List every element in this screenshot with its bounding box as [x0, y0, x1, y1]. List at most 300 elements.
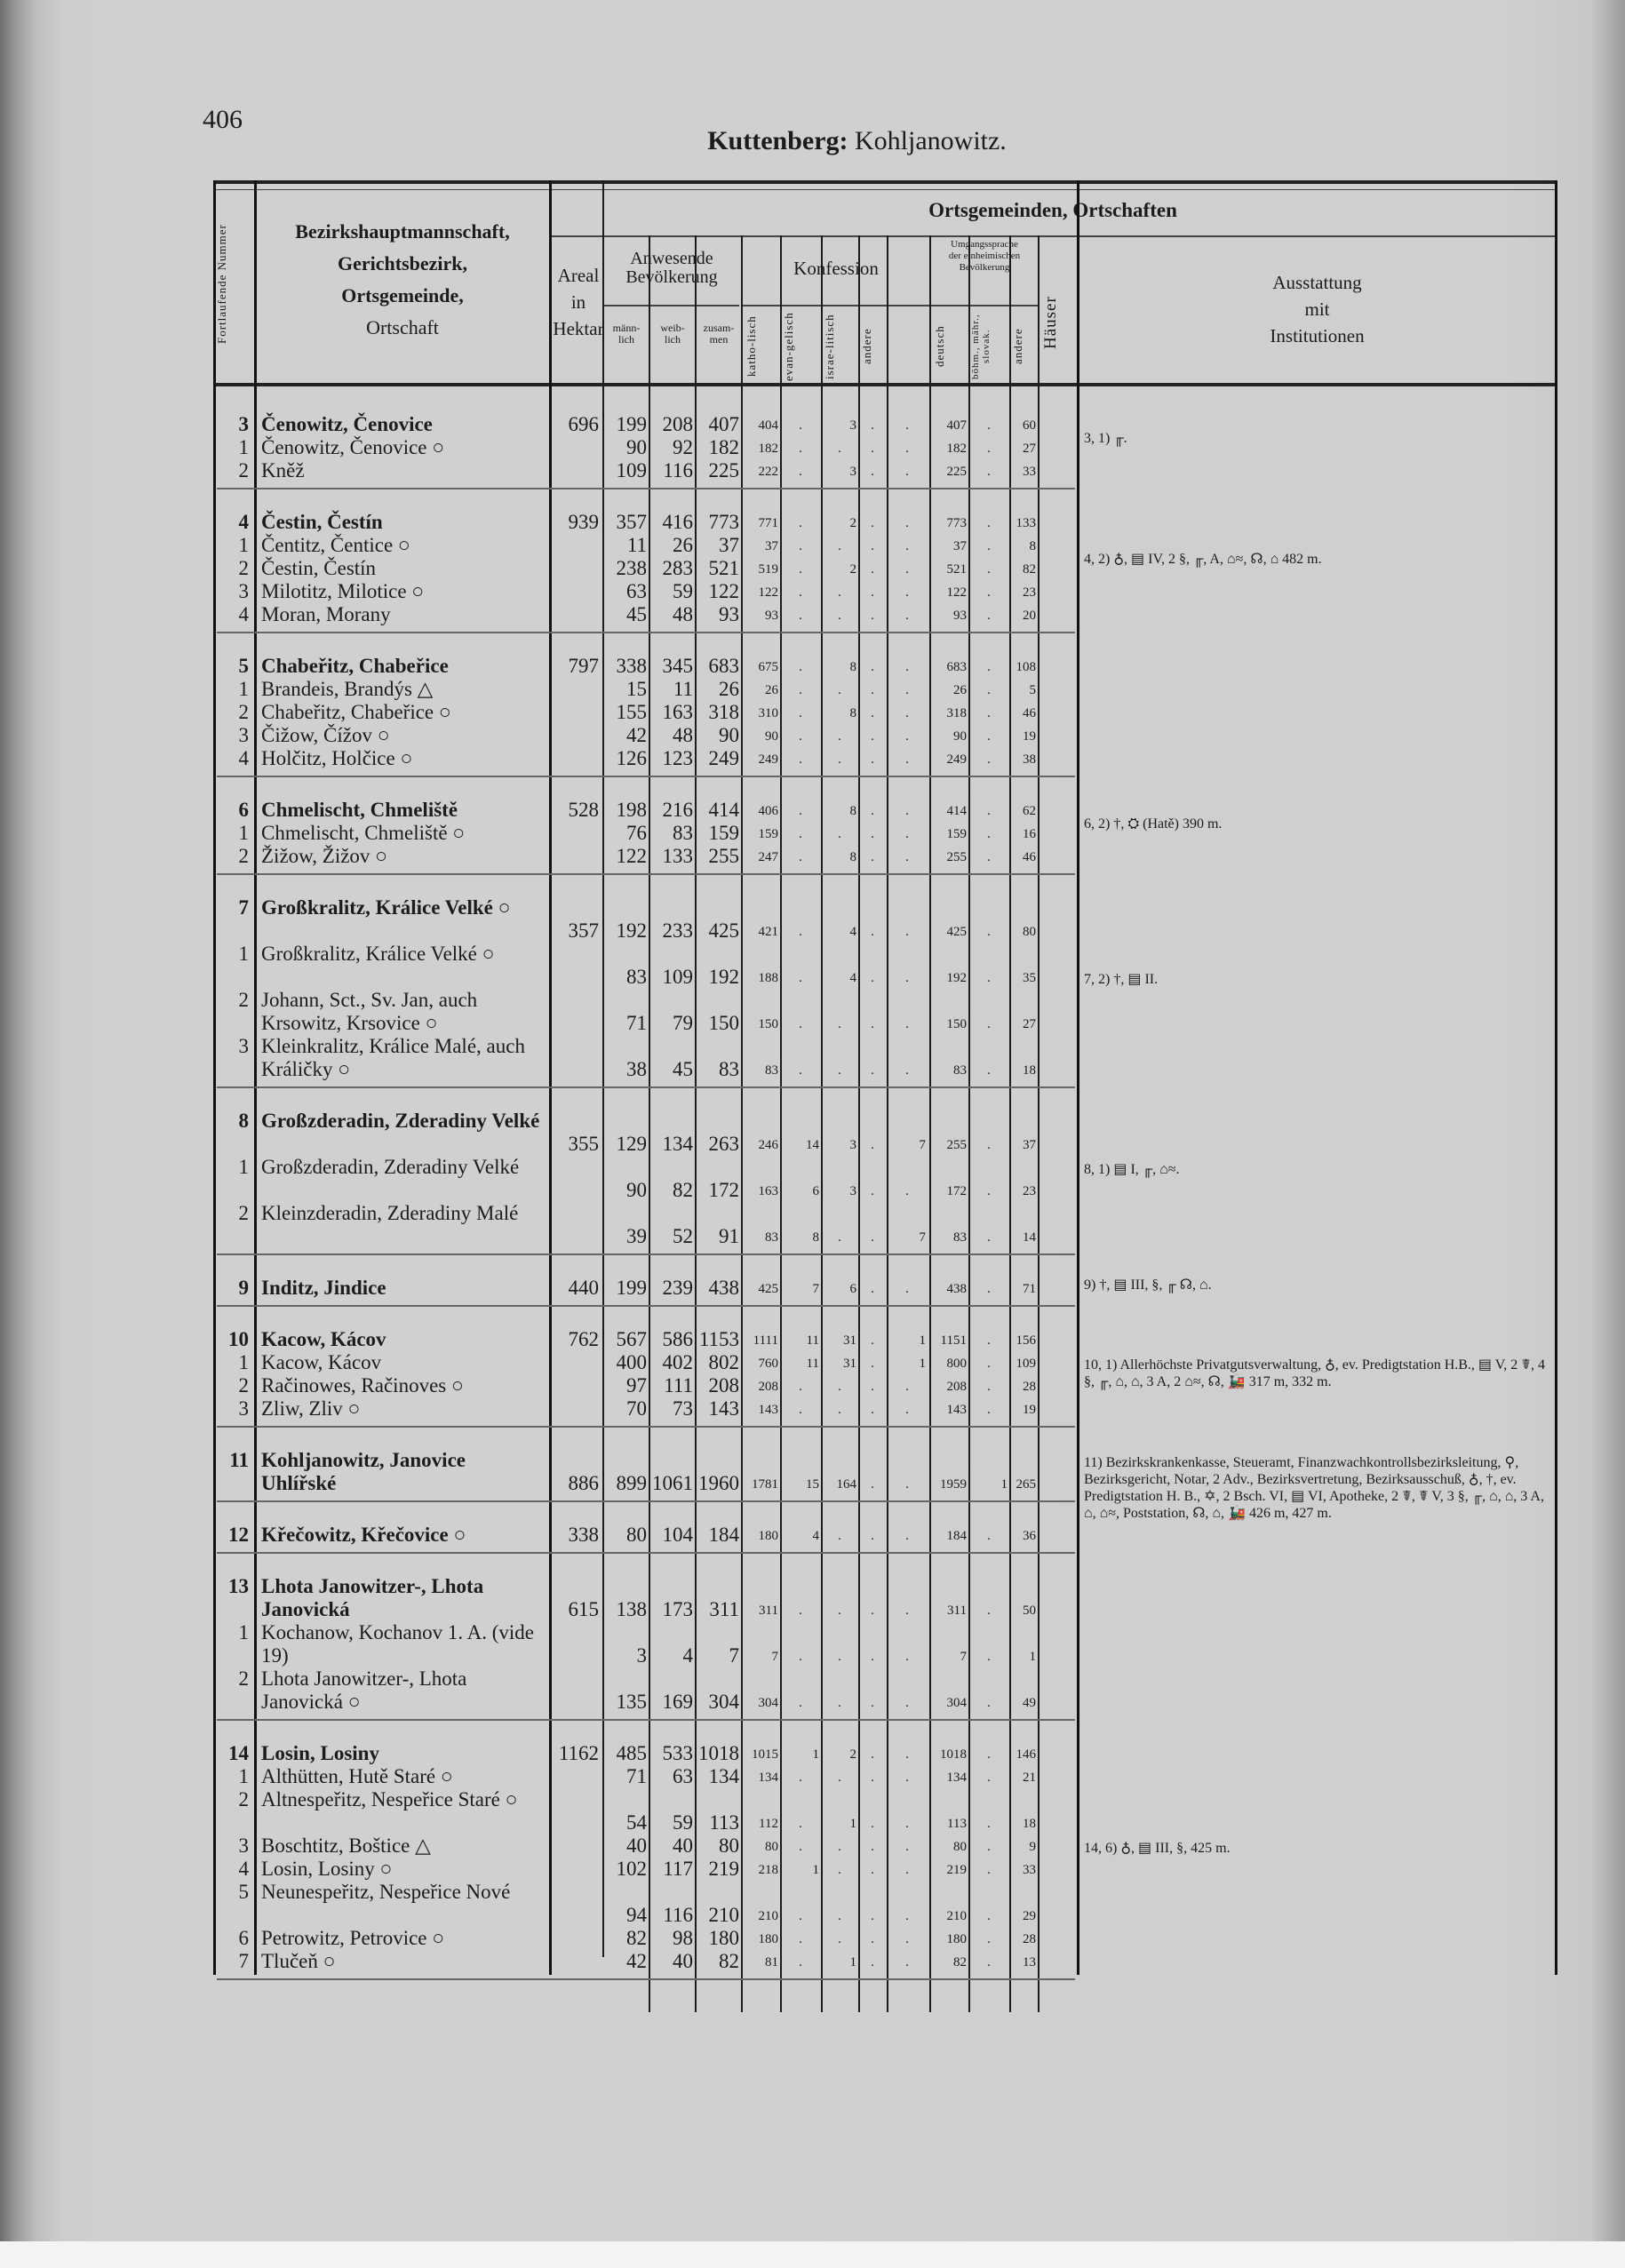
cell-so: . [987, 804, 991, 818]
cell-w: 1061 [652, 1472, 693, 1494]
cell-ev: . [799, 706, 802, 720]
section-rule [217, 1500, 1075, 1502]
header-boehmisch: böhm., mähr., slovak. [970, 314, 992, 379]
cell-h: 9 [1029, 1840, 1036, 1854]
cell-and: . [871, 1909, 874, 1923]
cell-so: . [987, 925, 991, 939]
cell-m: 71 [626, 1765, 647, 1787]
cell-and: . [871, 827, 874, 841]
header-sprache-line: Bevölkerung [959, 262, 1010, 273]
cell-and: . [871, 442, 874, 456]
cell-m: 80 [626, 1524, 647, 1546]
running-title-district: Kuttenberg: [707, 126, 848, 155]
group-header-row [213, 1575, 1555, 1621]
cell-h: 18 [1023, 1063, 1036, 1078]
cell-so: . [987, 1932, 991, 1946]
cell-ev: 4 [812, 1529, 819, 1543]
cell-z: 26 [719, 678, 739, 700]
column-rule [1555, 180, 1557, 1975]
cell-kath: 81 [765, 1955, 778, 1970]
cell-m: 83 [626, 966, 647, 988]
table-row [213, 1035, 1555, 1081]
cell-name: Altnespeřitz, Nespeřice Staré ○ [261, 1788, 518, 1810]
cell-so: . [987, 729, 991, 744]
cell-m: 82 [626, 1927, 647, 1949]
cell-so: . [987, 1909, 991, 1923]
cell-nr: 2 [238, 1667, 249, 1690]
cell-and: . [871, 971, 874, 985]
cell-isr: . [838, 1063, 841, 1078]
cell-h: 19 [1023, 1403, 1036, 1417]
cell-kath: 122 [758, 585, 778, 600]
cell-de: . [905, 516, 909, 530]
cell-ev: . [799, 1932, 802, 1946]
cell-z: 219 [708, 1858, 739, 1880]
cell-isr: 8 [849, 706, 856, 720]
cell-m: 97 [626, 1374, 647, 1397]
cell-w: 416 [662, 511, 693, 533]
cell-isr: . [838, 1932, 841, 1946]
cell-and: . [871, 418, 874, 433]
cell-w: 233 [662, 919, 693, 942]
header-group-ortsgemeinden: Ortsgemeinden, Ortschaften [928, 199, 1177, 221]
cell-h: 109 [1016, 1357, 1036, 1371]
cell-cz: 311 [947, 1604, 967, 1618]
header-name-line: Ortschaft [366, 316, 439, 338]
cell-nr: 6 [238, 1927, 249, 1949]
cell-and: . [871, 1817, 874, 1831]
cell-w: 83 [673, 822, 693, 844]
cell-name: Kněž [261, 459, 305, 481]
group-header-row [213, 1524, 1555, 1547]
cell-areal: 1162 [558, 1742, 599, 1764]
cell-m: 129 [616, 1133, 647, 1155]
cell-cz: 225 [946, 465, 967, 479]
cell-de: 7 [919, 1230, 926, 1245]
cell-cz: 37 [953, 539, 967, 553]
cell-nr: 2 [238, 1374, 249, 1397]
cell-nr: 3 [238, 724, 249, 746]
cell-and: . [871, 1747, 874, 1762]
cell-kath: 421 [758, 925, 778, 939]
cell-so: . [987, 585, 991, 600]
institutions-note: 9) †, ▤ III, §, ╓ ☊, ⌂. [1084, 1277, 1212, 1293]
cell-z: 263 [708, 1133, 739, 1155]
cell-m: 38 [626, 1058, 647, 1080]
cell-name: Kacow, Kácov [261, 1351, 382, 1373]
cell-nr: 4 [238, 603, 249, 625]
cell-ev: . [799, 827, 802, 841]
cell-w: 586 [662, 1328, 693, 1350]
cell-isr: 8 [849, 660, 856, 674]
cell-cz: 90 [953, 729, 967, 744]
cell-ev: 7 [812, 1282, 819, 1296]
cell-ev: 6 [812, 1184, 819, 1198]
cell-isr: 3 [849, 1138, 856, 1152]
cell-cz: 192 [946, 971, 967, 985]
cell-and: . [871, 1955, 874, 1970]
cell-name: Johann, Sct., Sv. Jan, auch Krsowitz, Krsovice ○ [261, 989, 478, 1034]
cell-so: . [987, 1403, 991, 1417]
cell-and: . [871, 850, 874, 864]
cell-nr: 6 [238, 799, 249, 821]
cell-z: 304 [708, 1691, 739, 1713]
cell-kath: 143 [758, 1403, 778, 1417]
cell-ev: 11 [806, 1357, 819, 1371]
cell-nr: 7 [238, 1950, 249, 1972]
cell-w: 45 [673, 1058, 693, 1080]
cell-z: 91 [719, 1225, 739, 1247]
cell-kath: 159 [758, 827, 778, 841]
cell-m: 199 [616, 1277, 647, 1299]
cell-de: . [905, 562, 909, 577]
cell-isr: 6 [849, 1282, 856, 1296]
cell-h: 49 [1023, 1696, 1036, 1710]
cell-nr: 2 [238, 557, 249, 579]
header-name-column [256, 216, 549, 344]
cell-nr: 1 [238, 1156, 249, 1178]
cell-h: 1 [1029, 1650, 1036, 1664]
cell-name: Čestin, Čestín [261, 557, 377, 579]
cell-z: 172 [708, 1179, 739, 1201]
cell-ev: . [799, 752, 802, 767]
cell-h: 8 [1029, 539, 1036, 553]
cell-and: . [871, 729, 874, 744]
cell-and: . [871, 706, 874, 720]
table-row [213, 701, 1555, 724]
header-w-line: weib- [660, 322, 685, 334]
cell-de: . [905, 1017, 909, 1031]
cell-h: 71 [1023, 1282, 1036, 1296]
cell-kath: 404 [758, 418, 778, 433]
cell-ev: . [799, 925, 802, 939]
cell-and: . [871, 1696, 874, 1710]
cell-w: 173 [662, 1598, 693, 1620]
cell-w: 133 [662, 845, 693, 867]
cell-ev: 11 [806, 1333, 819, 1348]
header-deutsch: deutsch [933, 325, 946, 368]
cell-and: . [871, 1771, 874, 1785]
header-israelitisch: israe-litisch [823, 314, 836, 379]
table-row [213, 1667, 1555, 1714]
cell-w: 533 [662, 1742, 693, 1764]
cell-m: 199 [616, 413, 647, 435]
header-katholisch: katho-lisch [745, 315, 758, 378]
cell-h: 23 [1023, 585, 1036, 600]
cell-ev: . [799, 804, 802, 818]
cell-name: Großkralitz, Králice Velké ○ [261, 943, 495, 965]
cell-de: . [905, 1771, 909, 1785]
cell-isr: . [838, 1863, 841, 1877]
cell-so: 1 [1000, 1477, 1008, 1492]
cell-isr: 4 [849, 925, 856, 939]
cell-nr: 1 [238, 436, 249, 458]
cell-areal: 939 [568, 511, 599, 533]
cell-kath: 83 [765, 1230, 778, 1245]
cell-cz: 318 [946, 706, 967, 720]
cell-de: . [905, 418, 909, 433]
cell-z: 1153 [698, 1328, 739, 1350]
cell-cz: 800 [946, 1357, 967, 1371]
cell-name: Moran, Morany [261, 603, 391, 625]
cell-nr: 10 [228, 1328, 249, 1350]
cell-and: . [871, 1840, 874, 1854]
table-row [213, 845, 1555, 868]
header-m-line: männ- [612, 322, 641, 334]
section-rule [217, 873, 1075, 875]
cell-de: . [905, 971, 909, 985]
header-konfession: Konfession [793, 258, 879, 279]
cell-ev: . [799, 1403, 802, 1417]
cell-cz: 80 [953, 1840, 967, 1854]
table-row [213, 678, 1555, 701]
header-sprache-line: der einheimischen [948, 251, 1021, 261]
cell-kath: 304 [758, 1696, 778, 1710]
cell-kath: 182 [758, 442, 778, 456]
section-rule [217, 1426, 1075, 1428]
cell-isr: . [838, 1840, 841, 1854]
section-rule [217, 1719, 1075, 1721]
section-rule [217, 488, 1075, 489]
cell-kath: 218 [758, 1863, 778, 1877]
cell-m: 485 [616, 1742, 647, 1764]
cell-kath: 7 [771, 1650, 778, 1664]
cell-h: 23 [1023, 1184, 1036, 1198]
cell-cz: 255 [946, 1138, 967, 1152]
cell-ev: . [799, 660, 802, 674]
table-row [213, 1765, 1555, 1788]
table-row [213, 603, 1555, 626]
cell-w: 40 [673, 1834, 693, 1857]
cell-isr: . [838, 585, 841, 600]
cell-cz: 184 [946, 1529, 967, 1543]
cell-so: . [987, 1282, 991, 1296]
cell-name: Tlučeň ○ [261, 1950, 336, 1972]
cell-w: 116 [663, 459, 693, 481]
cell-isr: . [838, 729, 841, 744]
cell-isr: 31 [843, 1333, 856, 1348]
cell-z: 37 [719, 534, 739, 556]
cell-de: . [905, 850, 909, 864]
cell-de: . [905, 1817, 909, 1831]
cell-and: . [871, 1138, 874, 1152]
cell-nr: 1 [238, 943, 249, 965]
cell-cz: 82 [953, 1955, 967, 1970]
cell-name: Neunespeřitz, Nespeřice Nové [261, 1881, 511, 1903]
cell-cz: 407 [946, 418, 967, 433]
cell-and: . [871, 1380, 874, 1394]
cell-nr: 2 [238, 701, 249, 723]
header-bev-rule [604, 305, 739, 306]
cell-de: 1 [919, 1333, 926, 1348]
cell-cz: 159 [946, 827, 967, 841]
cell-ev: . [799, 850, 802, 864]
cell-so: . [987, 1955, 991, 1970]
cell-name: Losin, Losiny ○ [261, 1858, 393, 1880]
cell-isr: 3 [849, 465, 856, 479]
cell-w: 163 [662, 701, 693, 723]
cell-name: Kochanow, Kochanov 1. A. (vide 19) [261, 1621, 535, 1667]
cell-de: . [905, 539, 909, 553]
cell-z: 159 [708, 822, 739, 844]
cell-z: 93 [719, 603, 739, 625]
cell-ev: . [799, 1771, 802, 1785]
cell-nr: 1 [238, 534, 249, 556]
cell-kath: 1781 [752, 1477, 778, 1492]
cell-m: 400 [616, 1351, 647, 1373]
cell-m: 102 [616, 1858, 647, 1880]
cell-cz: 122 [946, 585, 967, 600]
cell-isr: . [838, 609, 841, 623]
cell-w: 4 [682, 1644, 693, 1667]
cell-m: 39 [626, 1225, 647, 1247]
header-sub-rule [551, 235, 1555, 237]
cell-m: 45 [626, 603, 647, 625]
institutions-note: 4, 2) ♁, ▤ IV, 2 §, ╓, A, ⌂≈, ☊, ⌂ 482 m. [1084, 552, 1322, 567]
cell-ev: . [799, 1840, 802, 1854]
cell-h: 35 [1023, 971, 1036, 985]
cell-z: 182 [708, 436, 739, 458]
cell-ev: 1 [812, 1747, 819, 1762]
cell-nr: 2 [238, 459, 249, 481]
cell-isr: 4 [849, 971, 856, 985]
cell-name: Kleinzderadin, Zderadiny Malé [261, 1202, 519, 1224]
cell-h: 80 [1023, 925, 1036, 939]
cell-de: . [905, 683, 909, 697]
cell-isr: 1 [849, 1817, 856, 1831]
cell-w: 52 [673, 1225, 693, 1247]
cell-isr: . [838, 539, 841, 553]
cell-so: . [987, 850, 991, 864]
header-bevoelkerung [604, 250, 739, 287]
cell-h: 37 [1023, 1138, 1036, 1152]
cell-so: . [987, 1138, 991, 1152]
cell-ev: . [799, 1650, 802, 1664]
cell-m: 11 [626, 534, 647, 556]
cell-z: 318 [708, 701, 739, 723]
cell-de: . [905, 1909, 909, 1923]
cell-so: . [987, 442, 991, 456]
cell-z: 82 [719, 1950, 739, 1972]
cell-h: 14 [1023, 1230, 1036, 1245]
cell-cz: 208 [946, 1380, 967, 1394]
cell-de: . [905, 1477, 909, 1492]
cell-w: 63 [673, 1765, 693, 1787]
cell-cz: 1018 [940, 1747, 967, 1762]
table-row [213, 1397, 1555, 1420]
cell-isr: . [838, 1604, 841, 1618]
cell-h: 19 [1023, 729, 1036, 744]
cell-and: . [871, 683, 874, 697]
cell-so: . [987, 1230, 991, 1245]
cell-nr: 5 [238, 655, 249, 677]
cell-isr: . [838, 1696, 841, 1710]
table-top-rule [213, 180, 1555, 190]
cell-w: 98 [673, 1927, 693, 1949]
header-sprache-line: Umgangssprache [951, 239, 1018, 250]
group-header-row [213, 1742, 1555, 1765]
cell-z: 113 [709, 1811, 739, 1834]
table-row [213, 1202, 1555, 1248]
cell-z: 414 [708, 799, 739, 821]
cell-w: 216 [662, 799, 693, 821]
cell-z: 683 [708, 655, 739, 677]
cell-isr: . [838, 1650, 841, 1664]
cell-z: 521 [708, 557, 739, 579]
cell-w: 92 [673, 436, 693, 458]
cell-nr: 5 [238, 1881, 249, 1903]
cell-kath: 246 [758, 1138, 778, 1152]
cell-w: 26 [673, 534, 693, 556]
cell-m: 76 [626, 822, 647, 844]
cell-isr: 2 [849, 516, 856, 530]
cell-isr: 8 [849, 804, 856, 818]
cell-isr: . [838, 1230, 841, 1245]
cell-areal: 762 [568, 1328, 599, 1350]
table-row [213, 1950, 1555, 1973]
cell-kath: 519 [758, 562, 778, 577]
cell-ev: . [799, 539, 802, 553]
header-evangelisch: evan-gelisch [782, 312, 795, 381]
cell-kath: 208 [758, 1380, 778, 1394]
cell-de: . [905, 585, 909, 600]
cell-z: 773 [708, 511, 739, 533]
cell-isr: . [838, 1771, 841, 1785]
section-rule [217, 1305, 1075, 1307]
cell-ev: . [799, 1063, 802, 1078]
cell-m: 42 [626, 1950, 647, 1972]
cell-ev: 14 [806, 1138, 819, 1152]
cell-m: 54 [626, 1811, 647, 1834]
cell-h: 27 [1023, 1017, 1036, 1031]
cell-nr: 3 [238, 1035, 249, 1057]
cell-z: 208 [708, 1374, 739, 1397]
cell-name: Čentitz, Čentice ○ [261, 534, 410, 556]
cell-ev: . [799, 418, 802, 433]
cell-nr: 9 [238, 1277, 249, 1299]
cell-z: 438 [708, 1277, 739, 1299]
cell-name: Kohljanowitz, Janovice Uhlířské [261, 1449, 466, 1494]
cell-w: 73 [673, 1397, 693, 1420]
cell-m: 70 [626, 1397, 647, 1420]
cell-w: 48 [673, 724, 693, 746]
header-haeuser: Häuser [1041, 296, 1060, 349]
cell-m: 71 [626, 1012, 647, 1034]
cell-name: Brandeis, Brandýs △ [261, 678, 434, 700]
cell-isr: 2 [849, 562, 856, 577]
cell-h: 108 [1016, 660, 1036, 674]
cell-h: 62 [1023, 804, 1036, 818]
cell-w: 11 [673, 678, 693, 700]
cell-cz: 521 [946, 562, 967, 577]
section-rule [217, 776, 1075, 777]
cell-cz: 83 [953, 1230, 967, 1245]
cell-nr: 12 [228, 1524, 249, 1546]
cell-z: 255 [708, 845, 739, 867]
cell-m: 63 [626, 580, 647, 602]
running-title-place: Kohljanowitz. [855, 126, 1007, 155]
cell-de: . [905, 1403, 909, 1417]
cell-cz: 1959 [940, 1477, 967, 1492]
institutions-note: 14, 6) ♁, ▤ III, §, 425 m. [1084, 1841, 1231, 1856]
cell-so: . [987, 827, 991, 841]
cell-h: 33 [1023, 465, 1036, 479]
table-row [213, 580, 1555, 603]
cell-kath: 150 [758, 1017, 778, 1031]
header-sprache-rule [931, 305, 1038, 306]
cell-name: Chmelischt, Chmeliště ○ [261, 822, 466, 844]
group-header-row [213, 896, 1555, 943]
